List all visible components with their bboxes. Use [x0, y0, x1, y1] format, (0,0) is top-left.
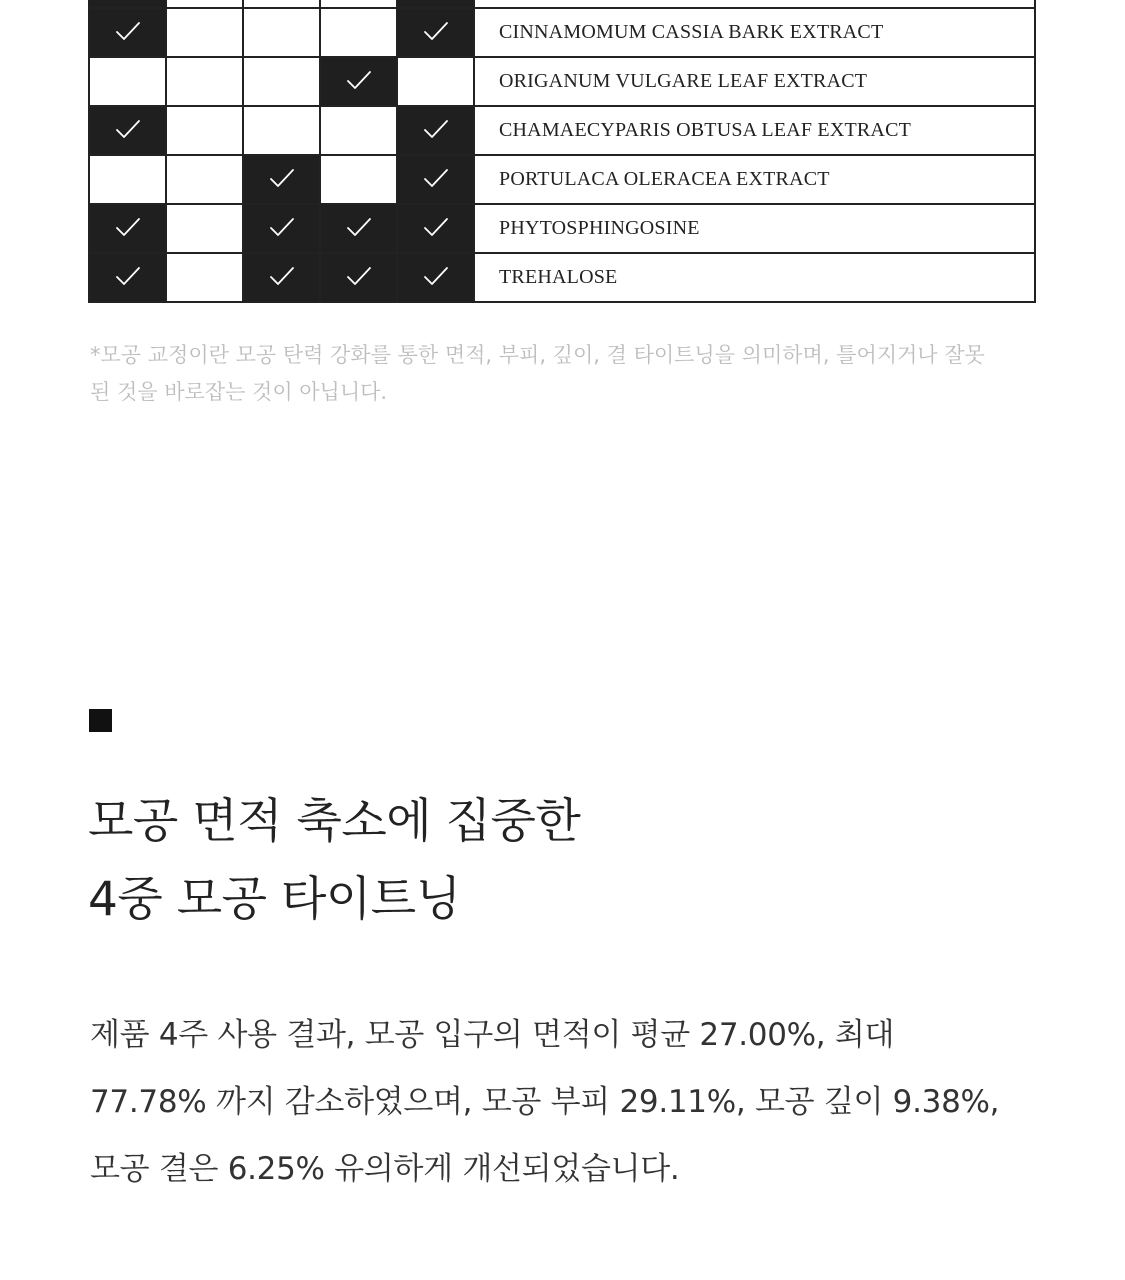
check-cell — [397, 0, 474, 8]
check-icon — [346, 265, 372, 287]
section-title — [88, 783, 580, 939]
check-icon — [346, 69, 372, 91]
check-cell — [89, 0, 166, 8]
check-cell — [89, 204, 166, 253]
check-cell — [320, 204, 397, 253]
table-row — [89, 8, 1035, 57]
section-body-line: 77.78% 까지 감소하였으며, 모공 부피 29.11%, 모공 깊이 9.38%, — [90, 1084, 1000, 1120]
ingredient-name: ORIGANUM VULGARE LEAF EXTRACT — [474, 57, 1035, 106]
check-cell — [89, 57, 166, 106]
check-icon — [423, 265, 449, 287]
check-cell — [397, 57, 474, 106]
check-cell — [397, 8, 474, 57]
ingredient-name: PORTULACA OLERACEA EXTRACT — [474, 155, 1035, 204]
check-cell — [89, 253, 166, 302]
ingredient-name: CHAMAECYPARIS OBTUSA LEAF EXTRACT — [474, 106, 1035, 155]
check-cell — [397, 106, 474, 155]
check-cell — [243, 204, 320, 253]
check-cell — [243, 253, 320, 302]
ingredient-name: TREHALOSE — [474, 253, 1035, 302]
check-icon — [346, 216, 372, 238]
check-cell — [243, 155, 320, 204]
ingredient-name — [474, 0, 1035, 8]
check-cell — [89, 106, 166, 155]
table-row-partial — [89, 0, 1035, 8]
check-cell — [397, 155, 474, 204]
ingredient-table-body — [89, 0, 1035, 302]
section-title-line: 4중 모공 타이트닝 — [88, 872, 461, 927]
footnote-line: *모공 교정이란 모공 탄력 강화를 통한 면적, 부피, 깊이, 결 타이트닝을 의미하며, 틀어지거나 잘못 — [90, 343, 985, 367]
check-icon — [269, 167, 295, 189]
table-row — [89, 106, 1035, 155]
check-cell — [397, 253, 474, 302]
check-icon — [423, 20, 449, 42]
check-cell — [243, 8, 320, 57]
ingredient-name: CINNAMOMUM CASSIA BARK EXTRACT — [474, 8, 1035, 57]
check-cell — [320, 0, 397, 8]
table-row — [89, 253, 1035, 302]
check-cell — [320, 106, 397, 155]
check-cell — [320, 155, 397, 204]
table-row — [89, 57, 1035, 106]
check-icon — [115, 265, 141, 287]
footnote — [90, 337, 1035, 411]
check-cell — [243, 106, 320, 155]
check-icon — [423, 216, 449, 238]
ingredient-table — [88, 0, 1036, 303]
check-cell — [166, 8, 243, 57]
footnote-line: 된 것을 바로잡는 것이 아닙니다. — [90, 380, 388, 404]
check-icon — [423, 118, 449, 140]
section-title-line: 모공 면적 축소에 집중한 — [88, 794, 581, 849]
check-cell — [166, 57, 243, 106]
check-cell — [320, 8, 397, 57]
check-icon — [269, 216, 295, 238]
check-cell — [166, 0, 243, 8]
table-row — [89, 204, 1035, 253]
check-icon — [115, 118, 141, 140]
check-cell — [320, 57, 397, 106]
check-cell — [166, 155, 243, 204]
check-icon — [115, 216, 141, 238]
check-cell — [243, 57, 320, 106]
check-cell — [166, 204, 243, 253]
table-row — [89, 155, 1035, 204]
check-icon — [269, 265, 295, 287]
check-cell — [89, 155, 166, 204]
check-icon — [115, 20, 141, 42]
check-cell — [397, 204, 474, 253]
check-icon — [423, 167, 449, 189]
section-body-line: 모공 결은 6.25% 유의하게 개선되었습니다. — [90, 1151, 680, 1187]
square-bullet-icon — [89, 709, 112, 732]
check-cell — [243, 0, 320, 8]
section-body-line: 제품 4주 사용 결과, 모공 입구의 면적이 평균 27.00%, 최대 — [90, 1017, 895, 1053]
check-cell — [166, 106, 243, 155]
check-cell — [166, 253, 243, 302]
section-body — [90, 1002, 1050, 1203]
ingredient-name: PHYTOSPHINGOSINE — [474, 204, 1035, 253]
check-cell — [89, 8, 166, 57]
check-cell — [320, 253, 397, 302]
